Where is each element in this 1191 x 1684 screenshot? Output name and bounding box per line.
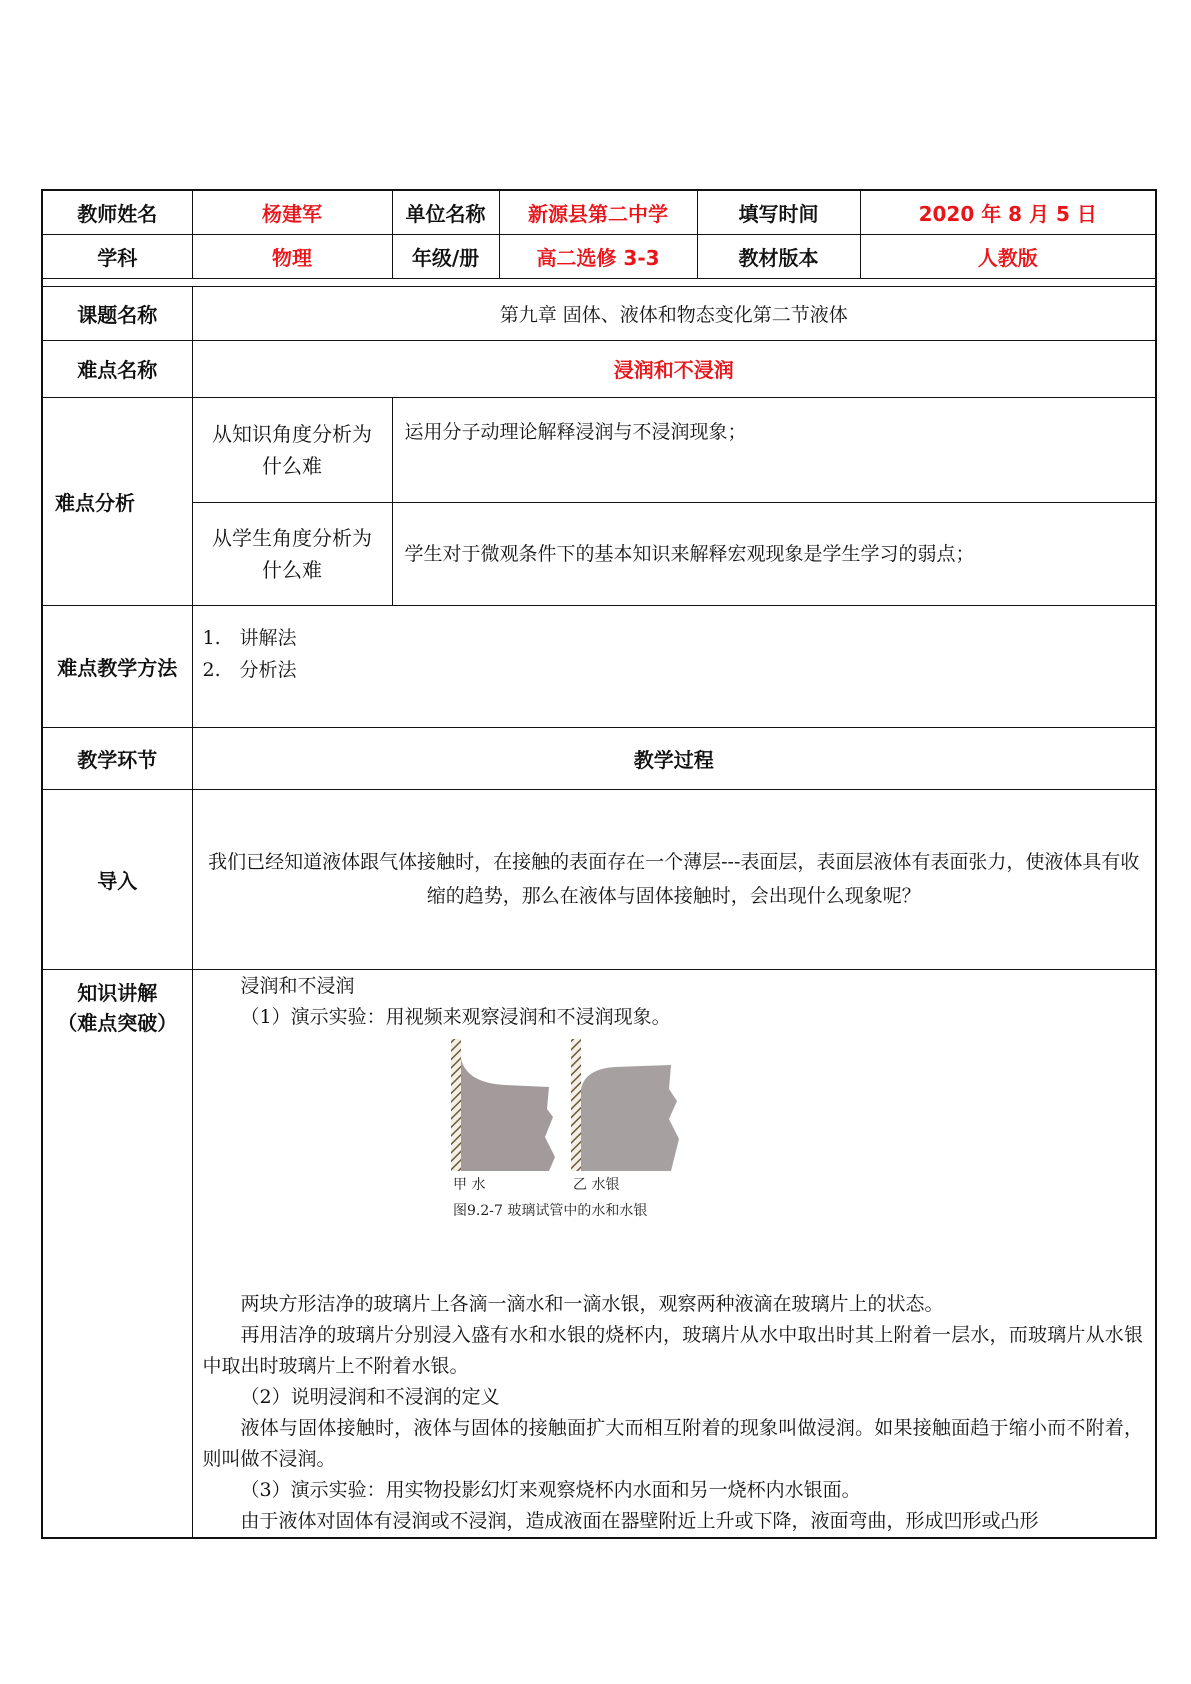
knowledge-question: 从知识角度分析为什么难	[192, 397, 392, 502]
step-1: （1）演示实验：用视频来观察浸润和不浸润现象。	[240, 1005, 671, 1028]
student-answer: 学生对于微观条件下的基本知识来解释宏观现象是学生学习的弱点；	[392, 502, 1156, 605]
methods-list	[192, 605, 1156, 727]
intro-label: 导入	[42, 789, 192, 969]
analysis-label: 难点分析	[42, 397, 192, 605]
header-row-1	[42, 190, 1156, 234]
date-label: 填写时间	[697, 190, 860, 234]
mercury-surface	[581, 1065, 679, 1171]
methods-label: 难点教学方法	[42, 605, 192, 727]
edition-value: 人教版	[860, 234, 1156, 278]
difficulty-label: 难点名称	[42, 340, 192, 397]
edition-label: 教材版本	[697, 234, 860, 278]
unit-label: 单位名称	[392, 190, 499, 234]
paragraph-3: 液体与固体接触时，液体与固体的接触面扩大而相互附着的现象叫做浸润。如果接触面趋于缩小而不附着，则叫做不浸润。	[202, 1416, 1143, 1470]
knowledge-answer: 运用分子动理论解释浸润与不浸润现象；	[392, 397, 1156, 502]
process-label: 教学过程	[192, 727, 1156, 789]
topic-value: 第九章 固体、液体和物态变化第二节液体	[192, 286, 1156, 340]
header-row-2	[42, 234, 1156, 278]
wetting-figure	[445, 1039, 698, 1241]
figure-label-water: 甲 水	[452, 1176, 485, 1193]
figure-caption: 图9.2-7 玻璃试管中的水和水银	[452, 1202, 647, 1219]
student-question: 从学生角度分析为什么难	[192, 502, 392, 605]
knowledge-label: 知识讲解 （难点突破）	[42, 969, 192, 1538]
subject-value: 物理	[192, 234, 392, 278]
list-item: 2. 分析法	[202, 658, 297, 681]
spacer-row	[42, 278, 1156, 286]
grade-label: 年级/册	[392, 234, 499, 278]
grade-value: 高二选修 3-3	[499, 234, 697, 278]
step-2: （2）说明浸润和不浸润的定义	[240, 1385, 500, 1408]
intro-text: 我们已经知道液体跟气体接触时，在接触的表面存在一个薄层---表面层，表面层液体有表面张力，使液体具有收缩的趋势，那么在液体与固体接触时，会出现什么现象呢？	[192, 789, 1156, 969]
knowledge-content	[192, 969, 1156, 1538]
step-3: （3）演示实验：用实物投影幻灯来观察烧杯内水面和另一烧杯内水银面。	[240, 1478, 861, 1501]
water-surface	[461, 1059, 555, 1171]
knowledge-heading: 浸润和不浸润	[240, 974, 355, 997]
analysis-row-knowledge	[42, 397, 1156, 502]
teacher-value: 杨建军	[192, 190, 392, 234]
difficulty-row	[42, 340, 1156, 397]
topic-row	[42, 286, 1156, 340]
lesson-plan-table	[41, 189, 1157, 1539]
wetting-figure-svg	[445, 1039, 698, 1241]
paragraph-2: 再用洁净的玻璃片分别浸入盛有水和水银的烧杯内，玻璃片从水中取出时其上附着一层水，而玻璃片从水银中取出时玻璃片上不附着水银。	[202, 1323, 1143, 1377]
glass-wall-right	[571, 1039, 581, 1171]
analysis-row-student	[42, 502, 1156, 605]
knowledge-row	[42, 969, 1156, 1538]
glass-wall-left	[451, 1039, 461, 1171]
unit-value: 新源县第二中学	[499, 190, 697, 234]
topic-label: 课题名称	[42, 286, 192, 340]
date-value: 2020 年 8 月 5 日	[860, 190, 1156, 234]
figure-label-mercury: 乙 水银	[572, 1176, 619, 1193]
methods-row	[42, 605, 1156, 727]
intro-row	[42, 789, 1156, 969]
lesson-plan-sheet	[41, 189, 1155, 1539]
paragraph-1: 两块方形洁净的玻璃片上各滴一滴水和一滴水银，观察两种液滴在玻璃片上的状态。	[240, 1292, 944, 1315]
process-stage-label: 教学环节	[42, 727, 192, 789]
difficulty-value: 浸润和不浸润	[192, 340, 1156, 397]
list-item: 1. 讲解法	[202, 626, 297, 649]
subject-label: 学科	[42, 234, 192, 278]
paragraph-4: 由于液体对固体有浸润或不浸润，造成液面在器壁附近上升或下降，液面弯曲，形成凹形或凸形	[240, 1509, 1039, 1532]
process-header-row	[42, 727, 1156, 789]
teacher-label: 教师姓名	[42, 190, 192, 234]
